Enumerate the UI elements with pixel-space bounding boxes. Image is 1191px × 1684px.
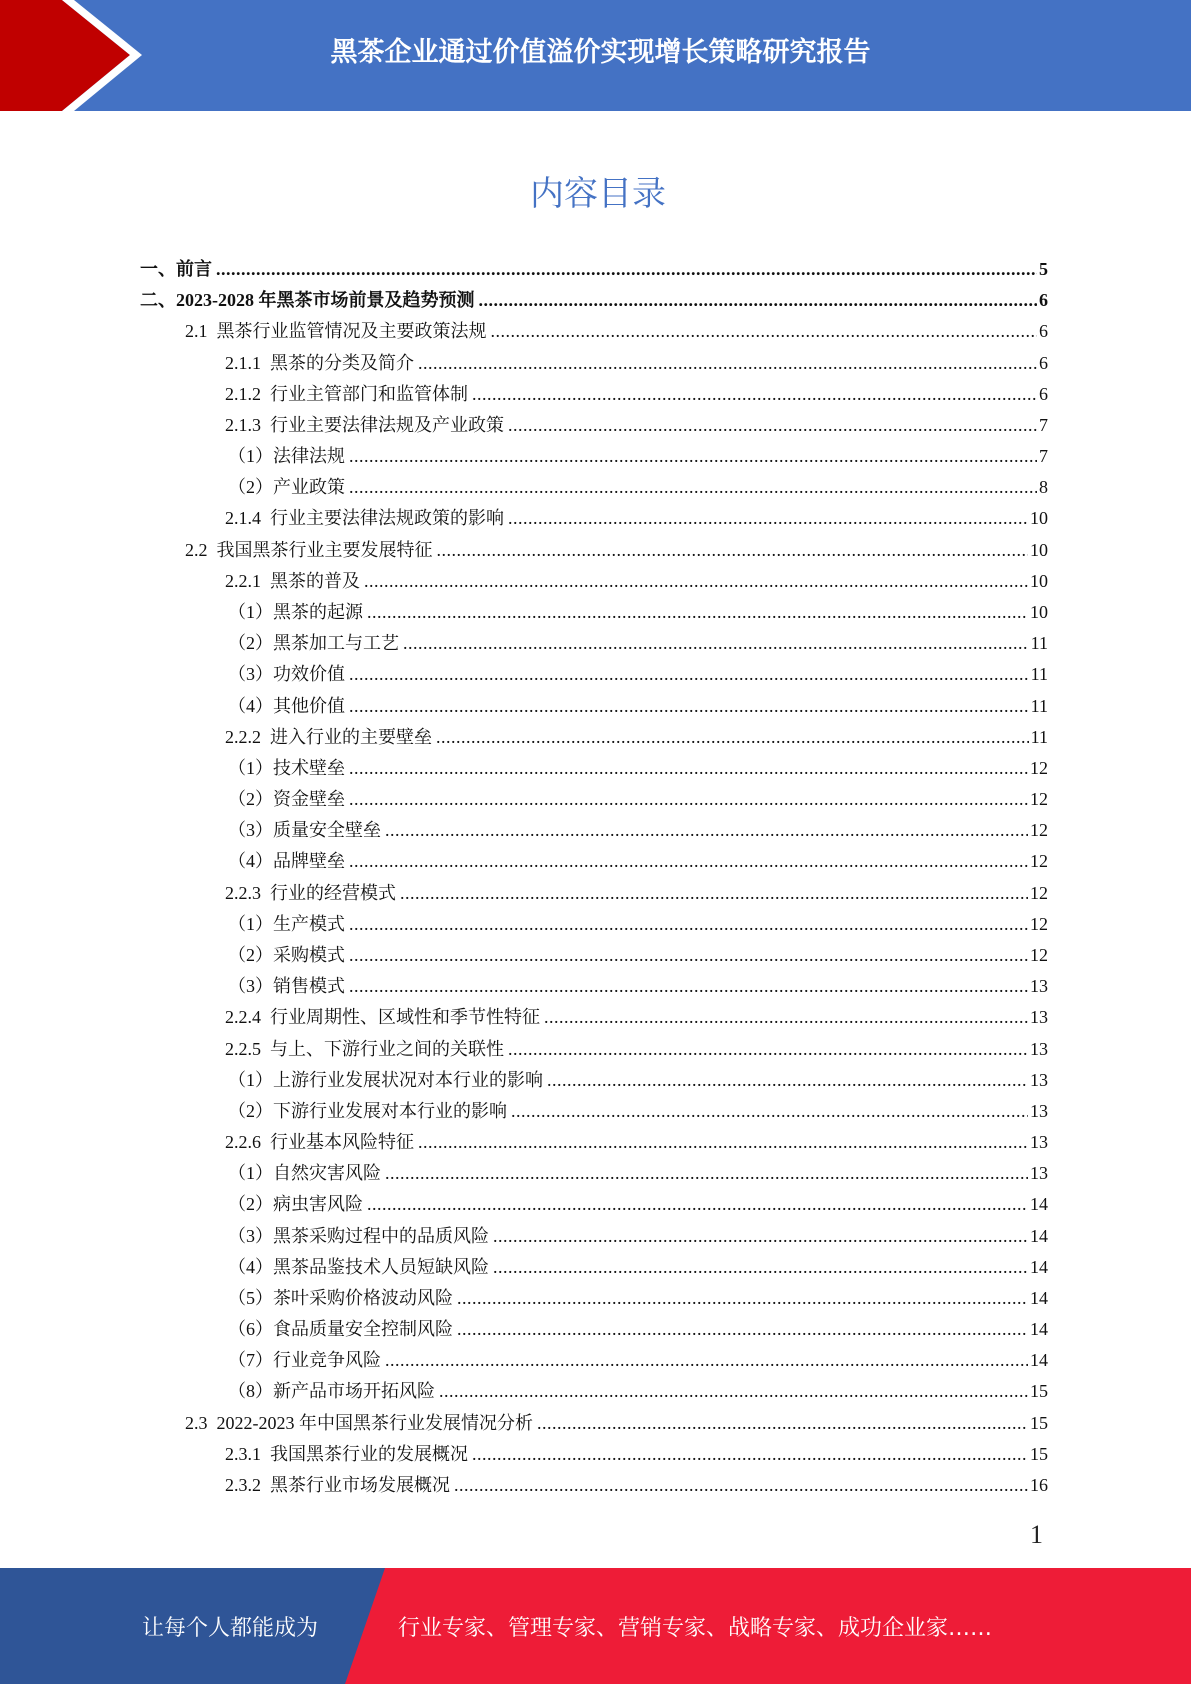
toc-entry-page: 10 [1030, 601, 1048, 622]
toc-entry-title: 黑茶行业监管情况及主要政策法规 [216, 321, 487, 342]
toc-entry-title: 进入行业的主要壁垒 [270, 726, 432, 747]
toc-entry-number: 2.1 [185, 321, 208, 342]
toc-entry-number: 2.2 [185, 539, 208, 560]
toc-entry-number: （5） [228, 1287, 273, 1308]
toc-entry-page: 6 [1039, 290, 1048, 311]
toc-entry-title: 我国黑茶行业主要发展特征 [216, 539, 433, 560]
toc-entry[interactable] [228, 1097, 1048, 1128]
toc-entry-title: 黑茶加工与工艺 [273, 633, 399, 654]
toc-entry-number: 2.2.1 [225, 570, 261, 591]
toc-entry-page: 11 [1030, 664, 1048, 685]
toc-entry[interactable] [228, 1253, 1048, 1284]
toc-entry-title: 质量安全壁垒 [273, 820, 381, 841]
toc-entry-number: （8） [228, 1381, 273, 1402]
toc-entry[interactable] [228, 972, 1048, 1003]
dot-leader [436, 727, 1029, 748]
toc-entry[interactable] [228, 1066, 1048, 1097]
dot-leader [457, 1319, 1028, 1340]
toc-entry-number: 一、 [140, 259, 176, 279]
toc-entry-number: 2.2.4 [225, 1007, 261, 1028]
toc-entry-number: 2.2.6 [225, 1132, 261, 1153]
toc-entry-number: （1） [228, 913, 273, 934]
dot-leader [367, 602, 1028, 623]
toc-entry-title: 其他价值 [273, 695, 345, 716]
dot-leader [547, 1070, 1028, 1091]
dot-leader [537, 1413, 1028, 1434]
dot-leader [508, 415, 1037, 436]
toc-entry[interactable] [228, 1222, 1048, 1253]
dot-leader [349, 914, 1028, 935]
toc-entry[interactable] [225, 411, 1048, 442]
toc-entry-number: （1） [228, 446, 273, 467]
dot-leader [403, 633, 1029, 654]
dot-leader [493, 1226, 1028, 1247]
toc-entry[interactable] [140, 255, 1048, 286]
toc-entry-title: 黑茶采购过程中的品质风险 [273, 1225, 489, 1246]
dot-leader [418, 1132, 1028, 1153]
toc-entry-number: （2） [228, 944, 273, 965]
toc-entry-page: 14 [1030, 1194, 1048, 1215]
toc-entry[interactable] [228, 1377, 1048, 1408]
footer-slogan-right: 行业专家、管理专家、营销专家、战略专家、成功企业家…… [398, 1616, 993, 1641]
toc-entry-title: 行业主要法律法规及产业政策 [270, 414, 504, 435]
toc-entry-page: 14 [1030, 1287, 1048, 1308]
dot-leader [479, 290, 1038, 311]
toc-entry-number: （2） [228, 477, 273, 498]
toc-entry[interactable] [225, 1035, 1048, 1066]
dot-leader [472, 384, 1037, 405]
toc-entry-page: 6 [1039, 321, 1048, 342]
toc-entry-number: 2.2.5 [225, 1038, 261, 1059]
toc-entry[interactable] [225, 1471, 1048, 1502]
footer-slogan-left: 让每个人都能成为 [142, 1616, 319, 1641]
toc-entry[interactable] [185, 536, 1048, 567]
toc-entry[interactable] [228, 1315, 1048, 1346]
toc-entry-number: （3） [228, 820, 273, 841]
toc-entry-title: 采购模式 [273, 944, 345, 965]
toc-entry[interactable] [225, 349, 1048, 380]
toc-entry-title: 行业基本风险特征 [270, 1132, 414, 1153]
toc-entry-number: （1） [228, 1069, 273, 1090]
toc-entry[interactable] [228, 941, 1048, 972]
toc-entry-page: 13 [1030, 1069, 1048, 1090]
toc-entry-title: 法律法规 [273, 446, 345, 467]
toc-entry-title: 生产模式 [273, 913, 345, 934]
toc-entry-number: 2.3.2 [225, 1475, 261, 1496]
toc-entry-number: 2.3.1 [225, 1443, 261, 1464]
toc-entry-page: 8 [1039, 477, 1048, 498]
toc-entry[interactable] [228, 847, 1048, 878]
toc-entry-title: 行业周期性、区域性和季节性特征 [270, 1007, 540, 1028]
toc-entry-number: （4） [228, 1256, 273, 1277]
toc-entry[interactable] [185, 1409, 1048, 1440]
dot-leader [472, 1444, 1028, 1465]
toc-entry[interactable] [225, 1128, 1048, 1159]
toc-entry[interactable] [228, 629, 1048, 660]
footer-banner [0, 1568, 1191, 1684]
toc-entry-page: 13 [1030, 976, 1048, 997]
toc-entry-page: 11 [1030, 633, 1048, 654]
dot-leader [385, 820, 1028, 841]
dot-leader [349, 945, 1028, 966]
toc-entry-number: （4） [228, 695, 273, 716]
toc-entry-number: 二、 [140, 290, 176, 311]
toc-entry[interactable] [225, 504, 1048, 535]
dot-leader [349, 758, 1028, 779]
toc-entry-page: 13 [1030, 1038, 1048, 1059]
dot-leader [400, 883, 1028, 904]
toc-entry-number: （3） [228, 976, 273, 997]
toc-entry-page: 10 [1030, 539, 1048, 560]
toc-entry[interactable] [228, 660, 1048, 691]
toc-entry-page: 13 [1030, 1163, 1048, 1184]
dot-leader [364, 571, 1028, 592]
dot-leader [216, 259, 1037, 280]
toc-entry-page: 16 [1030, 1475, 1048, 1496]
dot-leader [349, 789, 1028, 810]
toc-entry-title: 销售模式 [273, 976, 345, 997]
dot-leader [349, 851, 1028, 872]
dot-leader [349, 446, 1037, 467]
toc-entry-number: （1） [228, 601, 273, 622]
toc-entry-page: 13 [1030, 1100, 1048, 1121]
toc-entry-title: 品牌壁垒 [273, 851, 345, 872]
toc-entry-title: 黑茶的分类及简介 [270, 352, 414, 373]
toc-entry-title: 前言 [176, 259, 212, 279]
toc-entry[interactable] [185, 317, 1048, 348]
toc-entry[interactable] [228, 1159, 1048, 1190]
toc-entry-title: 2022-2023 年中国黑茶行业发展情况分析 [216, 1412, 533, 1433]
toc-entry-page: 12 [1030, 944, 1048, 965]
report-title: 黑茶企业通过价值溢价实现增长策略研究报告 [330, 37, 871, 68]
toc-entry-page: 6 [1039, 352, 1048, 373]
toc-entry-number: （7） [228, 1350, 273, 1371]
dot-leader [437, 540, 1029, 561]
dot-leader [349, 664, 1029, 685]
toc-entry-title: 黑茶的起源 [273, 601, 363, 622]
dot-leader [457, 1288, 1028, 1309]
toc-entry-title: 产业政策 [273, 477, 345, 498]
toc-entry-number: （1） [228, 1163, 273, 1184]
toc-entry-title: 下游行业发展对本行业的影响 [273, 1100, 507, 1121]
toc-entry-page: 15 [1030, 1381, 1048, 1402]
toc-entry-page: 5 [1039, 259, 1048, 279]
toc-entry-title: 行业竞争风险 [273, 1350, 381, 1371]
toc-entry[interactable] [228, 442, 1048, 473]
dot-leader [544, 1007, 1028, 1028]
toc-entry-title: 行业的经营模式 [270, 882, 396, 903]
toc-entry-title: 上游行业发展状况对本行业的影响 [273, 1069, 543, 1090]
toc-entry-number: 2.2.3 [225, 882, 261, 903]
toc-entry-title: 黑茶品鉴技术人员短缺风险 [273, 1256, 489, 1277]
toc-entry[interactable] [228, 1346, 1048, 1377]
toc-entry[interactable] [228, 1190, 1048, 1221]
toc-entry-page: 13 [1030, 1132, 1048, 1153]
dot-leader [491, 321, 1038, 342]
toc-entry-number: （2） [228, 789, 273, 810]
toc-entry-page: 6 [1039, 383, 1048, 404]
toc-entry-title: 茶叶采购价格波动风险 [273, 1287, 453, 1308]
toc-entry-number: 2.1.4 [225, 508, 261, 529]
toc-entry-number: 2.1.1 [225, 352, 261, 373]
dot-leader [508, 508, 1028, 529]
dot-leader [385, 1163, 1028, 1184]
report-header [0, 0, 1191, 111]
dot-leader [493, 1257, 1028, 1278]
toc-entry-page: 14 [1030, 1319, 1048, 1340]
toc-entry-number: （4） [228, 851, 273, 872]
toc-entry-page: 15 [1030, 1443, 1048, 1464]
toc-entry-number: （3） [228, 664, 273, 685]
dot-leader [367, 1194, 1028, 1215]
dot-leader [385, 1350, 1028, 1371]
toc-entry-number: 2.2.2 [225, 726, 261, 747]
toc-entry-number: （6） [228, 1319, 273, 1340]
toc-entry-page: 14 [1030, 1350, 1048, 1371]
toc-entry[interactable] [228, 910, 1048, 941]
toc-entry-title: 功效价值 [273, 664, 345, 685]
toc-entry-number: 2.1.3 [225, 414, 261, 435]
dot-leader [508, 1039, 1028, 1060]
toc-entry[interactable] [140, 286, 1048, 317]
toc-entry-page: 12 [1030, 913, 1048, 934]
toc-entry[interactable] [225, 879, 1048, 910]
toc-entry-title: 技术壁垒 [273, 757, 345, 778]
toc-entry[interactable] [228, 473, 1048, 504]
toc-entry[interactable] [228, 692, 1048, 723]
toc-entry-page: 10 [1030, 508, 1048, 529]
dot-leader [454, 1475, 1028, 1496]
toc-entry-page: 7 [1039, 414, 1048, 435]
toc-entry-title: 食品质量安全控制风险 [273, 1319, 453, 1340]
page-number: 1 [1030, 1520, 1043, 1549]
toc-entry-title: 2023-2028 年黑茶市场前景及趋势预测 [176, 290, 475, 311]
toc-title: 内容目录 [530, 174, 666, 214]
toc-entry[interactable] [225, 1440, 1048, 1471]
toc-entry-title: 黑茶行业市场发展概况 [270, 1475, 450, 1496]
toc-entry-title: 病虫害风险 [273, 1194, 363, 1215]
dot-leader [349, 976, 1028, 997]
toc-entry-page: 11 [1030, 726, 1048, 747]
toc-entry-page: 10 [1030, 570, 1048, 591]
toc-entry-page: 12 [1030, 820, 1048, 841]
toc-entry-page: 14 [1030, 1256, 1048, 1277]
dot-leader [349, 477, 1037, 498]
dot-leader [511, 1101, 1028, 1122]
toc-entry-title: 我国黑茶行业的发展概况 [270, 1443, 468, 1464]
toc-entry-page: 7 [1039, 446, 1048, 467]
toc-entry[interactable] [228, 1284, 1048, 1315]
toc-entry[interactable] [225, 1003, 1048, 1034]
dot-leader [418, 353, 1037, 374]
toc-entry[interactable] [225, 567, 1048, 598]
toc-entry-title: 自然灾害风险 [273, 1163, 381, 1184]
toc-entry-page: 13 [1030, 1007, 1048, 1028]
toc-entry-page: 12 [1030, 851, 1048, 872]
toc-entry-number: （3） [228, 1225, 273, 1246]
toc-entry[interactable] [228, 816, 1048, 847]
toc-entry[interactable] [228, 754, 1048, 785]
toc-entry-number: （1） [228, 757, 273, 778]
toc-entry[interactable] [225, 723, 1048, 754]
toc-entry-number: （2） [228, 1100, 273, 1121]
toc-entry-title: 资金壁垒 [273, 789, 345, 810]
toc-entry-title: 新产品市场开拓风险 [273, 1381, 435, 1402]
toc-entry-page: 12 [1030, 789, 1048, 810]
toc-entry[interactable] [228, 785, 1048, 816]
toc-entry-number: （2） [228, 633, 273, 654]
toc-entry-title: 与上、下游行业之间的关联性 [270, 1038, 504, 1059]
toc-entry-title: 黑茶的普及 [270, 570, 360, 591]
toc-entry-number: （2） [228, 1194, 273, 1215]
toc-entry-title: 行业主管部门和监管体制 [270, 383, 468, 404]
toc-entry-page: 14 [1030, 1225, 1048, 1246]
toc-entry-page: 11 [1030, 695, 1048, 716]
toc-entry-number: 2.1.2 [225, 383, 261, 404]
dot-leader [439, 1381, 1028, 1402]
toc-entry[interactable] [225, 380, 1048, 411]
dot-leader [349, 696, 1029, 717]
toc-entry-number: 2.3 [185, 1412, 208, 1433]
toc-entry-title: 行业主要法律法规政策的影响 [270, 508, 504, 529]
toc-entry-page: 12 [1030, 757, 1048, 778]
toc-entry-page: 12 [1030, 882, 1048, 903]
toc-entry-page: 15 [1030, 1412, 1048, 1433]
toc-entry[interactable] [228, 598, 1048, 629]
